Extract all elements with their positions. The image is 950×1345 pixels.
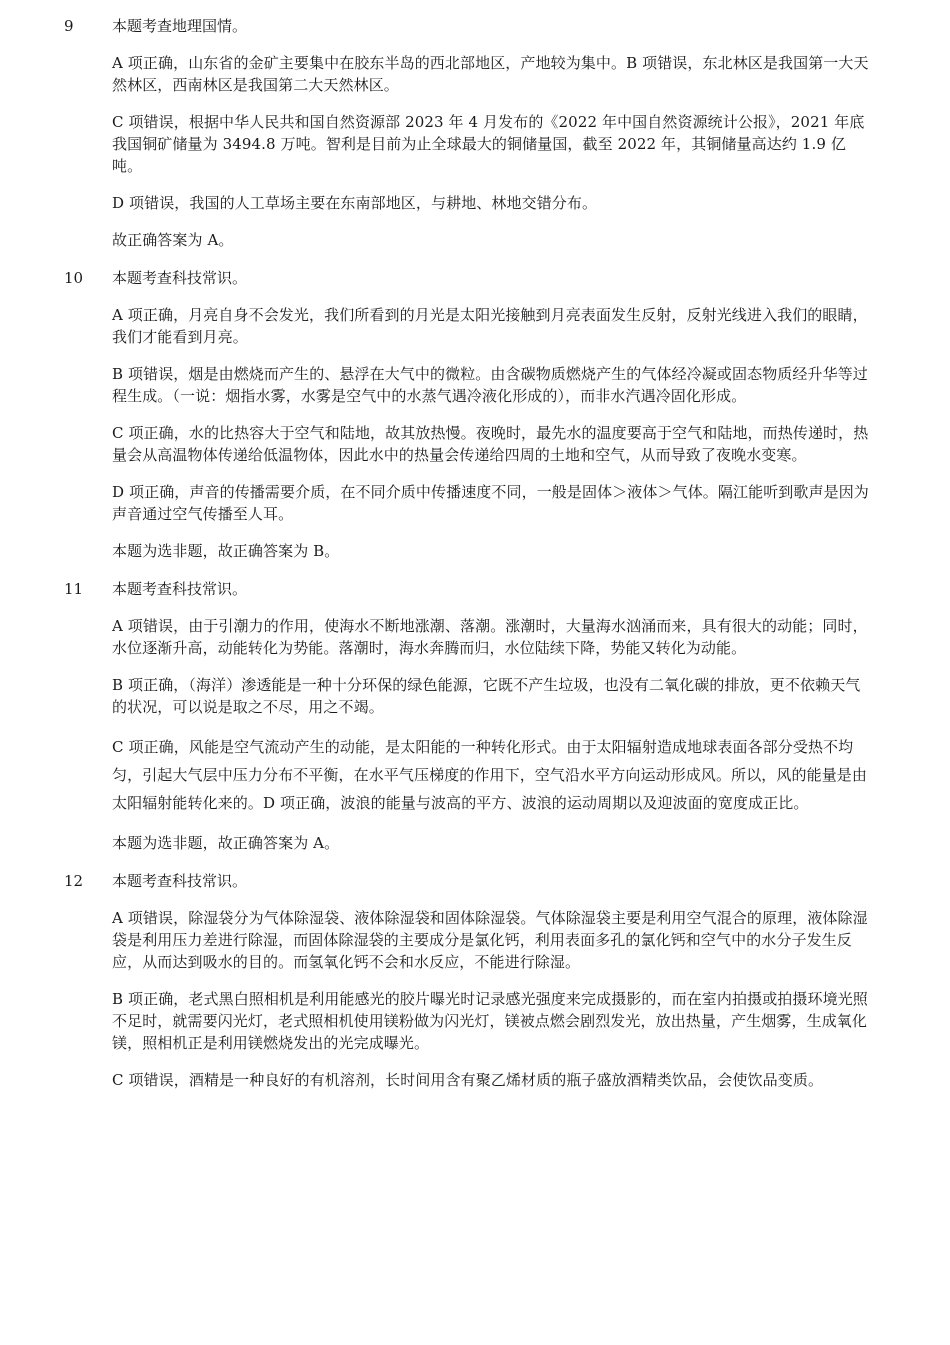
- answer-conclusion: 本题为选非题，故正确答案为 B。: [112, 542, 340, 560]
- answer-paragraph: C 项正确，风能是空气流动产生的动能，是太阳能的一种转化形式。由于太阳辐射造成地球表面各部分受热不均匀，引起大气层中压力分布不平衡，在水平气压梯度的作用下，空气沿水平方向运动形成风。所以，风的能量是由太阳辐射能转化来的。D 项正确，波浪的能量与波高的平方、波浪的运动周期以及迎波面的宽度成正比。: [112, 738, 868, 812]
- answer-paragraph: D 项正确，声音的传播需要介质，在不同介质中传播速度不同，一般是固体＞液体＞气体。隔江能听到歌声是因为声音通过空气传播至人耳。: [112, 483, 869, 523]
- question-title: 本题考查科技常识。: [112, 580, 248, 598]
- answer-paragraph: D 项错误，我国的人工草场主要在东南部地区，与耕地、林地交错分布。: [112, 194, 598, 212]
- answer-paragraph: B 项错误，烟是由燃烧而产生的、悬浮在大气中的微粒。由含碳物质燃烧产生的气体经冷凝或固态物质经升华等过程生成。（一说：烟指水雾，水雾是空气中的水蒸气遇冷液化形成的），而非水汽遇冷固化形成。: [112, 365, 868, 405]
- question-header: [0, 869, 950, 893]
- question-number: 10: [64, 269, 84, 287]
- question-title: 本题考查地理国情。: [112, 17, 248, 35]
- question-title: 本题考查科技常识。: [112, 269, 248, 287]
- answer-conclusion: 故正确答案为 A。: [112, 231, 234, 249]
- answer-paragraph: C 项错误，酒精是一种良好的有机溶剂，长时间用含有聚乙烯材质的瓶子盛放酒精类饮品，会使饮品变质。: [112, 1071, 824, 1089]
- answer-conclusion: 本题为选非题，故正确答案为 A。: [112, 834, 340, 852]
- answer-paragraph: B 项正确，老式黑白照相机是利用能感光的胶片曝光时记录感光强度来完成摄影的，而在室内拍摄或拍摄环境光照不足时，就需要闪光灯，老式照相机使用镁粉做为闪光灯，镁被点燃会剧烈发光，放出热量，产生烟雾，生成氧化镁，照相机正是利用镁燃烧发出的光完成曝光。: [112, 990, 868, 1052]
- answer-paragraph: C 项正确，水的比热容大于空气和陆地，故其放热慢。夜晚时，最先水的温度要高于空气和陆地，而热传递时，热量会从高温物体传递给低温物体，因此水中的热量会传递给四周的土地和空气，从而导致了夜晚水变寒。: [112, 424, 869, 464]
- answer-paragraph: A 项错误，由于引潮力的作用，使海水不断地涨潮、落潮。涨潮时，大量海水汹涌而来，具有很大的动能；同时，水位逐渐升高，动能转化为势能。落潮时，海水奔腾而归，水位陆续下降，势能又转化为动能。: [112, 617, 868, 657]
- question-header: [0, 14, 950, 38]
- question-number: 12: [64, 872, 84, 890]
- question-number: 11: [64, 580, 84, 598]
- answer-paragraph: A 项正确，月亮自身不会发光，我们所看到的月光是太阳光接触到月亮表面发生反射，反射光线进入我们的眼睛，我们才能看到月亮。: [112, 306, 868, 346]
- answer-paragraph: A 项错误，除湿袋分为气体除湿袋、液体除湿袋和固体除湿袋。气体除湿袋主要是利用空气混合的原理，液体除湿袋是利用压力差进行除湿，而固体除湿袋的主要成分是氯化钙，利用表面多孔的氯化钙和空气中的水分子发生反应，从而达到吸水的目的。而氢氧化钙不会和水反应，不能进行除湿。: [112, 909, 868, 971]
- question-header: [0, 577, 950, 601]
- question-title: 本题考查科技常识。: [112, 872, 248, 890]
- answer-paragraph: C 项错误，根据中华人民共和国自然资源部 2023 年 4 月发布的《2022 年中国自然资源统计公报》，2021 年底我国铜矿储量为 3494.8 万吨。智利是目前为止全球最大的铜储量国，截至 2022 年，其铜储量高达约 1.9 亿吨。: [112, 113, 865, 175]
- answer-paragraph: B 项正确，（海洋）渗透能是一种十分环保的绿色能源，它既不产生垃圾，也没有二氧化碳的排放，更不依赖天气的状况，可以说是取之不尽，用之不竭。: [112, 676, 861, 716]
- answer-paragraph: A 项正确，山东省的金矿主要集中在胶东半岛的西北部地区，产地较为集中。B 项错误，东北林区是我国第一大天然林区，西南林区是我国第二大天然林区。: [112, 54, 869, 94]
- question-header: [0, 266, 950, 290]
- question-number: 9: [64, 17, 74, 35]
